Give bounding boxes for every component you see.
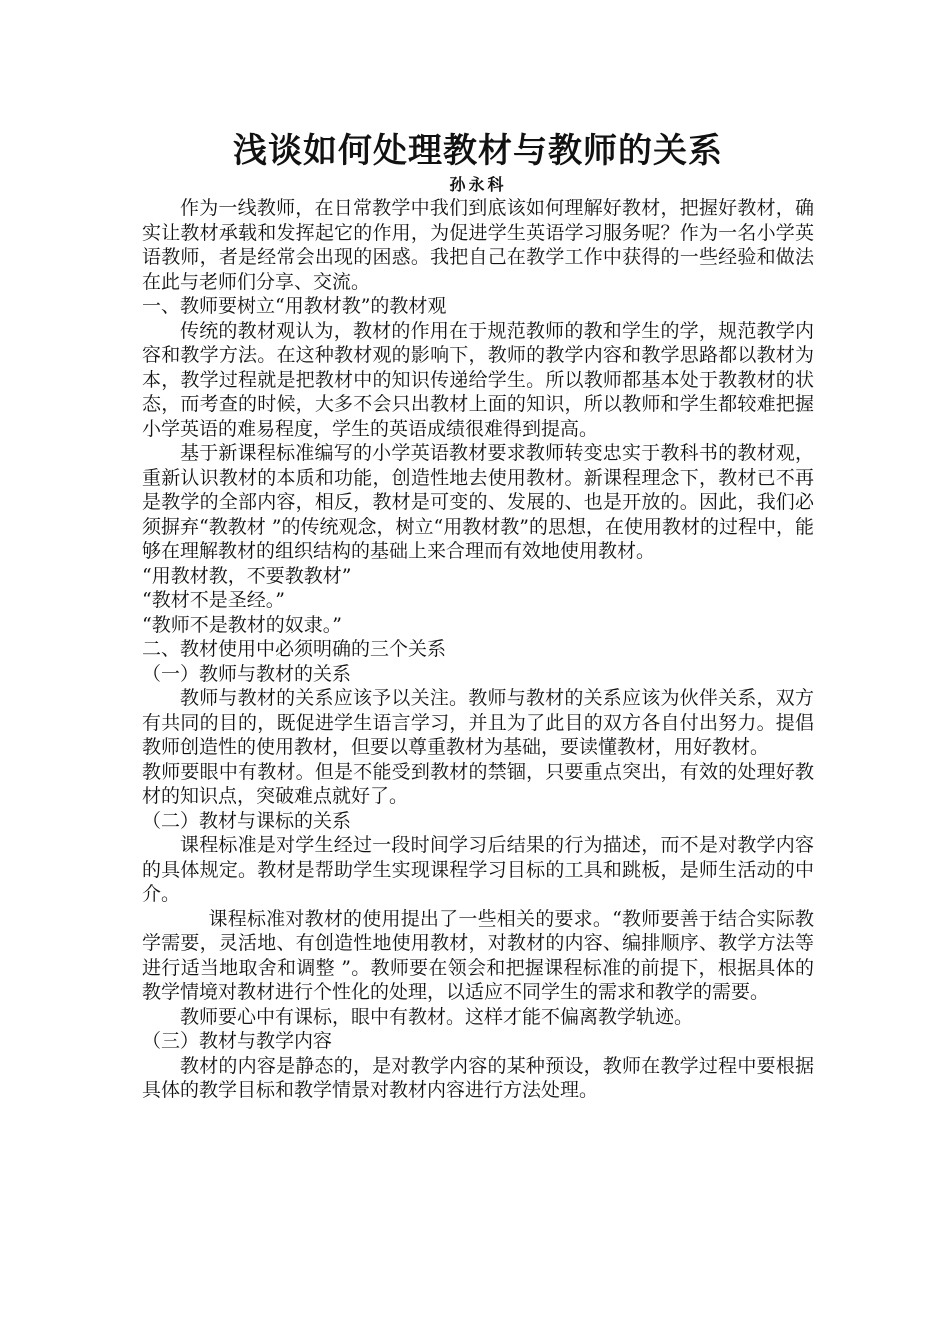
body-paragraph: 课程标准对教材的使用提出了一些相关的要求。“教师要善于结合实际教学需要，灵活地、有创造性地使用教材，对教材的内容、编排顺序、教学方法等进行适当地取舍和调整 ”。教师要在领会和把握课程标准的前提下，根据具体的教学情境对教材进行个性化的处理，以适应不同学生的需求和教学的需要。	[142, 907, 814, 1003]
section-heading-2: 二、教材使用中必须明确的三个关系	[142, 638, 447, 660]
quote-line: “用教材教，不要教教材”	[142, 564, 352, 587]
intro-paragraph: 作为一线教师，在日常教学中我们到底该如何理解好教材，把握好教材，确实让教材承载和发挥起它的作用，为促进学生英语学习服务呢？作为一名小学英语教师，者是经常会出现的困惑。我把自己在教学工作中获得的一些经验和做法在此与老师们分享、交流。	[142, 197, 814, 293]
document-page	[142, 128, 814, 1103]
subsection-heading: （三）教材与教学内容	[142, 1030, 333, 1052]
document-title: 浅谈如何处理教材与教师的关系	[233, 131, 723, 171]
subsection-heading: （二）教材与课标的关系	[142, 809, 352, 832]
body-paragraph: 教师与教材的关系应该予以关注。教师与教材的关系应该为伙伴关系，双方有共同的目的，既促进学生语言学习，并且为了此目的双方各自付出努力。提倡教师创造性的使用教材，但要以尊重教材为基础，要读懂教材，用好教材。	[142, 687, 814, 758]
body-paragraph: 教师要心中有课标，眼中有教材。这样才能不偏离教学轨迹。	[180, 1005, 694, 1028]
quote-line: “教材不是圣经。”	[142, 589, 285, 611]
body-paragraph: 教师要眼中有教材。但是不能受到教材的禁锢，只要重点突出，有效的处理好教材的知识点，突破难点就好了。	[142, 760, 814, 807]
author-name: 孙永科	[449, 175, 507, 194]
body-paragraph: 课程标准是对学生经过一段时间学习后结果的行为描述，而不是对教学内容的具体规定。教材是帮助学生实现课程学习目标的工具和跳板，是师生活动的中介。	[142, 834, 814, 905]
subsection-heading: （一）教师与教材的关系	[142, 662, 352, 685]
body-paragraph: 基于新课程标准编写的小学英语教材要求教师转变忠实于教科书的教材观，重新认识教材的本质和功能，创造性地去使用教材。新课程理念下，教材已不再是教学的全部内容，相反，教材是可变的、发展的、也是开放的。因此，我们必须摒弃“教教材 ”的传统观念，树立“用教材教”的思想，在使用教材的过程中，能够在理解教材的组织结构的基础上来合理而有效地使用教材。	[142, 442, 814, 562]
section-heading-1: 一、教师要树立“用教材教”的教材观	[142, 295, 447, 317]
body-paragraph: 教材的内容是静态的，是对教学内容的某种预设，教师在教学过程中要根据具体的教学目标和教学情景对教材内容进行方法处理。	[142, 1054, 814, 1101]
body-paragraph: 传统的教材观认为，教材的作用在于规范教师的教和学生的学，规范教学内容和教学方法。在这种教材观的影响下，教师的教学内容和教学思路都以教材为本，教学过程就是把教材中的知识传递给学生。所以教师都基本处于教教材的状态，而考查的时候，大多不会只出教材上面的知识，所以教师和学生都较难把握小学英语的难易程度，学生的英语成绩很难得到提高。	[142, 319, 814, 440]
quote-line: “教师不是教材的奴隶。”	[142, 613, 342, 636]
